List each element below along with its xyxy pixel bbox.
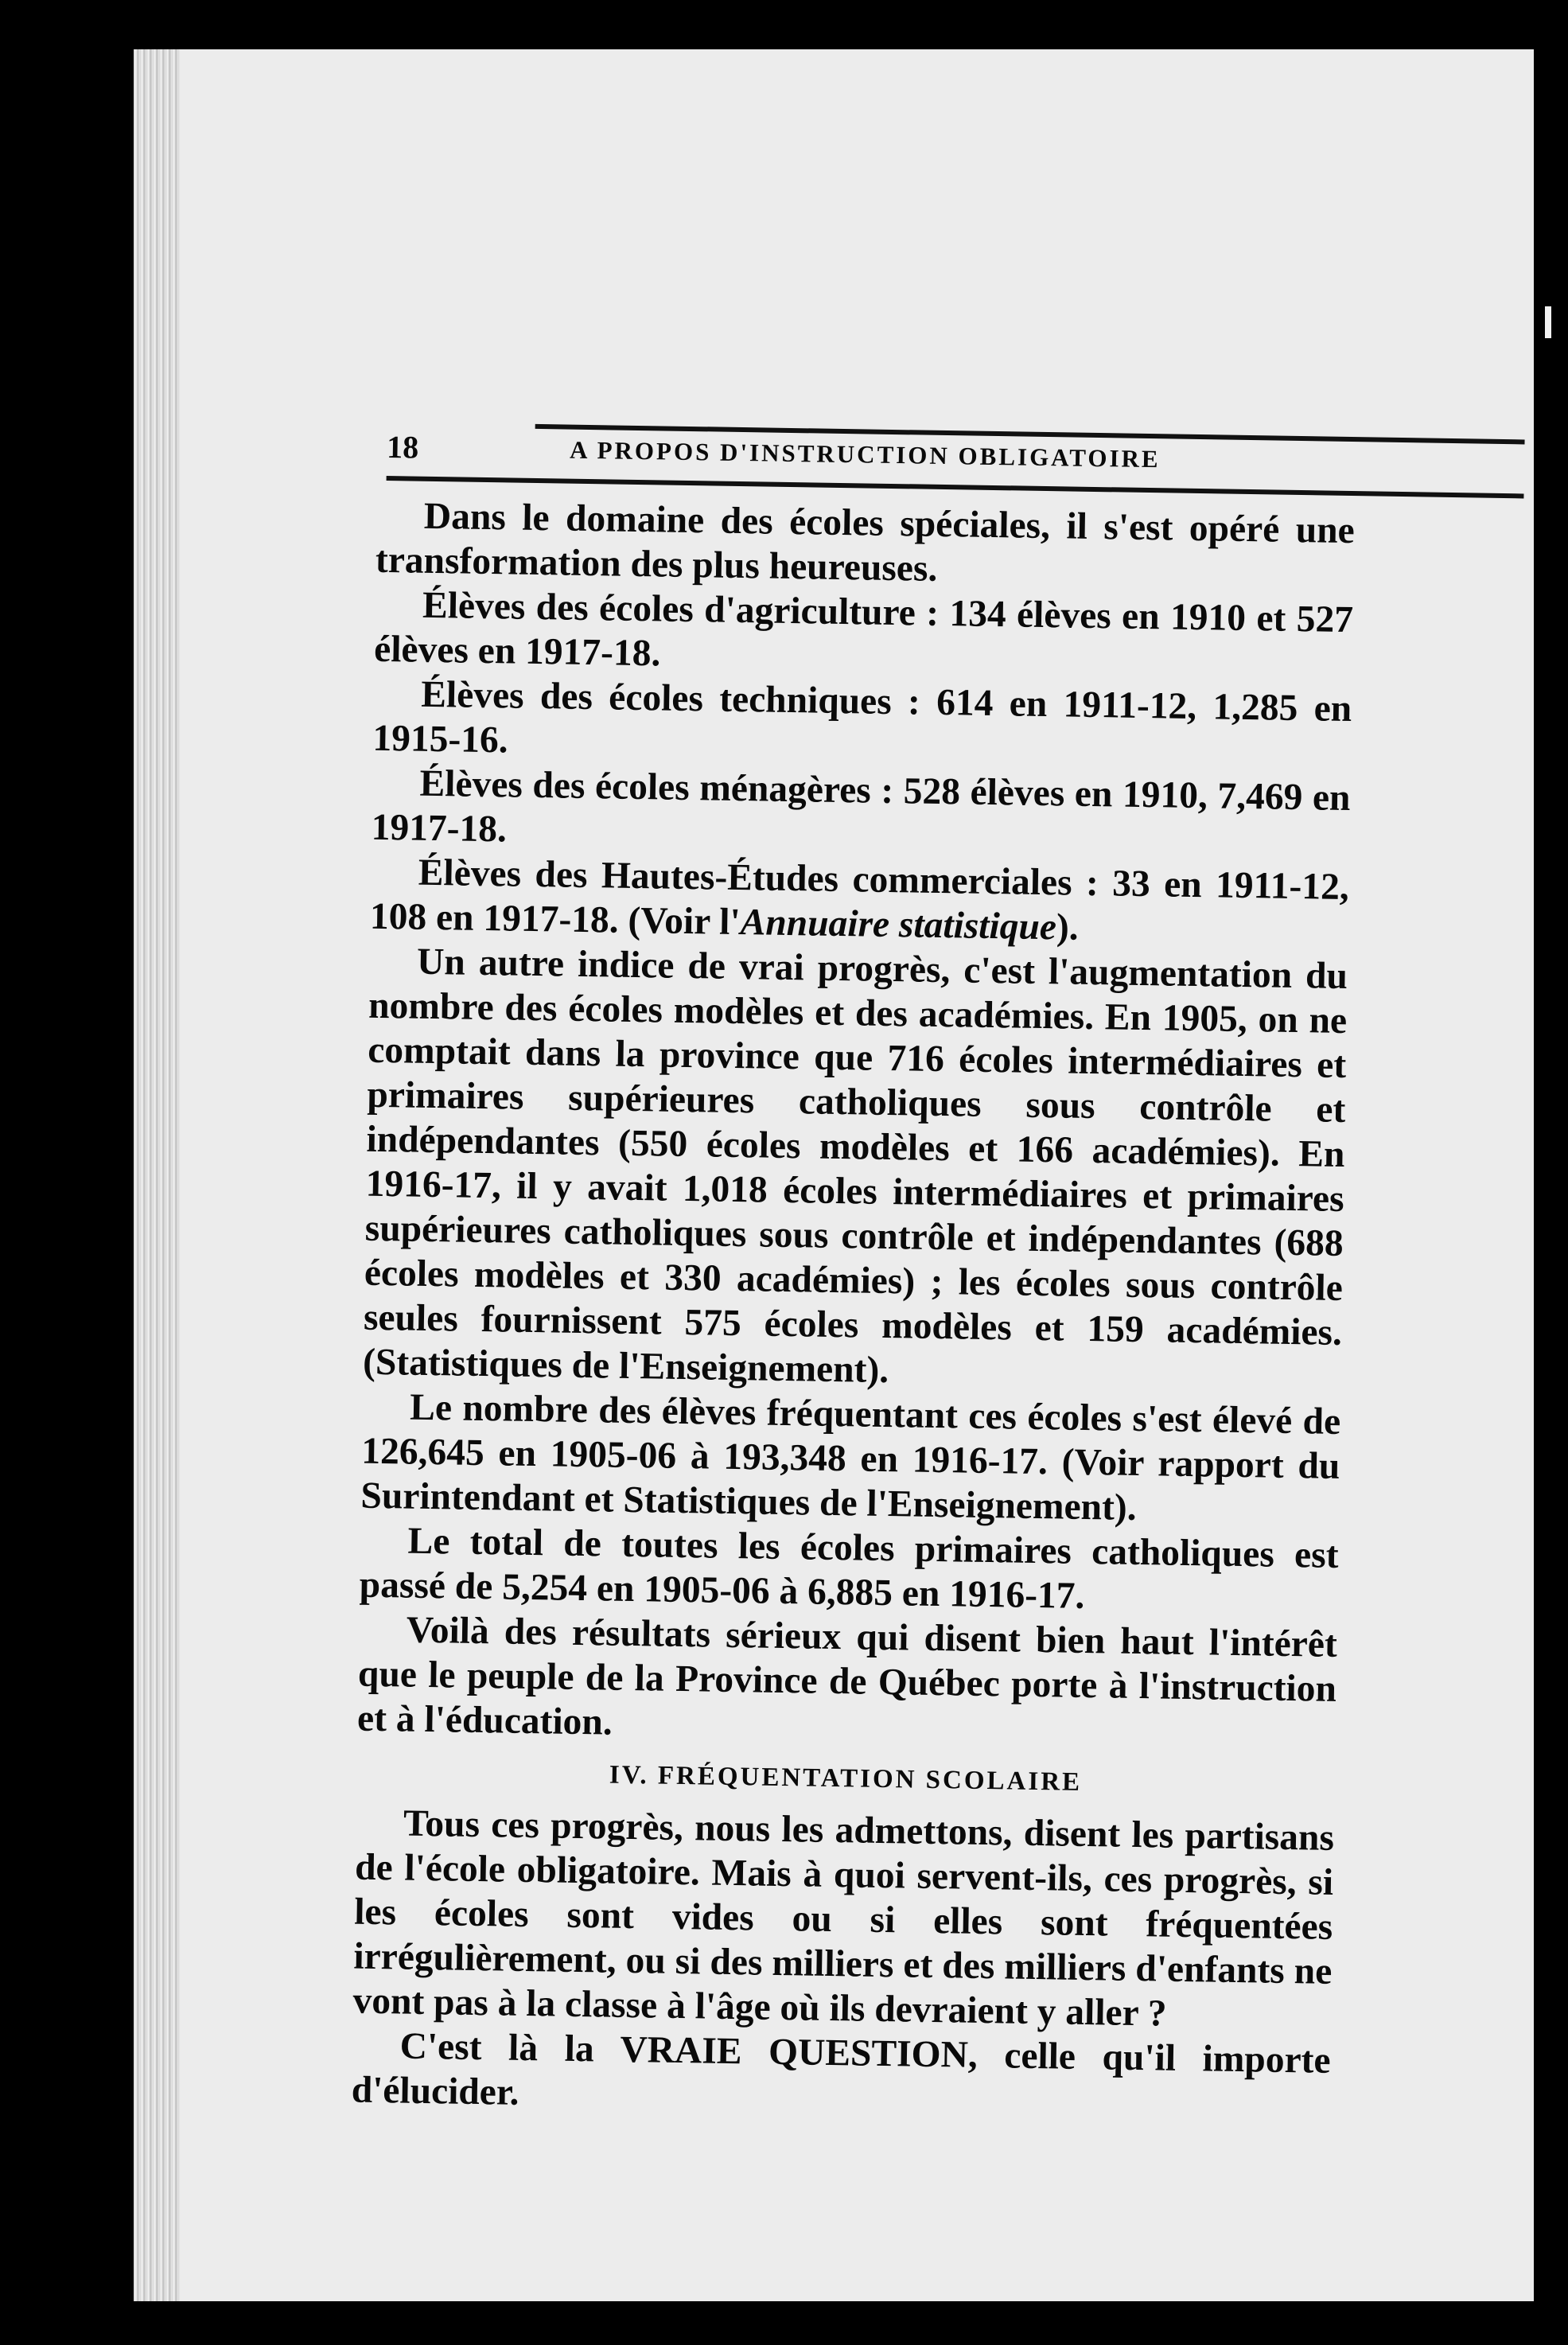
book-page [134, 49, 1534, 2301]
section-heading: IV. FRÉQUENTATION SCOLAIRE [609, 1760, 1083, 1797]
page-content [351, 358, 1525, 2130]
paragraph: Élèves des écoles d'agriculture : 134 élèves en 1910 et 527 élèves en 1917-18. [373, 584, 1354, 675]
header-rule-bottom [387, 476, 1524, 498]
paragraph: Élèves des écoles techniques : 614 en 1911-12, 1,285 en 1915-16. [372, 673, 1352, 762]
paragraph: C'est là la VRAIE QUESTION, celle qu'il importe d'élucider. [351, 2025, 1331, 2113]
paragraph-text: ). [1056, 906, 1080, 949]
scan-edge-mark [1545, 306, 1551, 338]
page-number: 18 [386, 428, 419, 465]
paragraph: Le nombre des élèves fréquentant ces écoles s'est élevé de 126,645 en 1905-06 à 193,348 en 1916-17. (Voir rapport du Surintendant et Statistiques de l'Enseignement). [360, 1386, 1341, 1529]
paragraph-hec [370, 850, 1350, 954]
paragraph: Un autre indice de vrai progrès, c'est l'augmentation du nombre des écoles modèles et des académies. En 1905, on ne comptait dans la province que 716 écoles intermédiaires et primaires supérieures catholiques sous contrôle et indépendantes (550 écoles modèles et 166 académies). En 1916-17, il y avait 1,018 écoles intermédiaires et primaires supérieures catholiques sous contrôle et indépendantes (688 écoles modèles et 330 académies) ; les écoles sous contrôle seules fournissent 575 écoles modèles et 159 académies. (Statistiques de l'Enseignement). [362, 941, 1348, 1392]
running-title: A PROPOS D'INSTRUCTION OBLIGATOIRE [569, 435, 1161, 473]
paragraph: Voilà des résultats sérieux qui disent bien haut l'intérêt que le peuple de la Province de Québec porte à l'instruction et à l'éducation. [356, 1609, 1338, 1743]
italic-reference: Annuaire statistique [740, 902, 1057, 949]
paragraph: Élèves des écoles ménagères : 528 élèves en 1910, 7,469 en 1917-18. [371, 762, 1351, 851]
page-binding-edge [134, 49, 180, 2301]
paragraph: Tous ces progrès, nous les admettons, disent les partisans de l'école obligatoire. Mais à quoi servent-ils, ces progrès, si les écoles sont vides ou si elles sont fréquentées irrégulièrement, ou si des milliers et des milliers d'enfants ne vont pas à la classe à l'âge où ils devraient y aller ? [352, 1802, 1335, 2035]
paragraph-text: Élèves des Hautes-Études commerciales : 33 en 1911-12, 108 en 1917-18. (Voir l' [369, 851, 1350, 944]
body-text [357, 493, 1355, 1756]
running-head [386, 358, 1525, 511]
paragraph: Dans le domaine des écoles spéciales, il s'est opéré une transformation des plus heureuses. [375, 495, 1356, 590]
paragraph: Le total de toutes les écoles primaires catholiques est passé de 5,254 en 1905-06 à 6,885 en 1916-17. [359, 1520, 1339, 1617]
section-body-text [351, 1801, 1334, 2128]
